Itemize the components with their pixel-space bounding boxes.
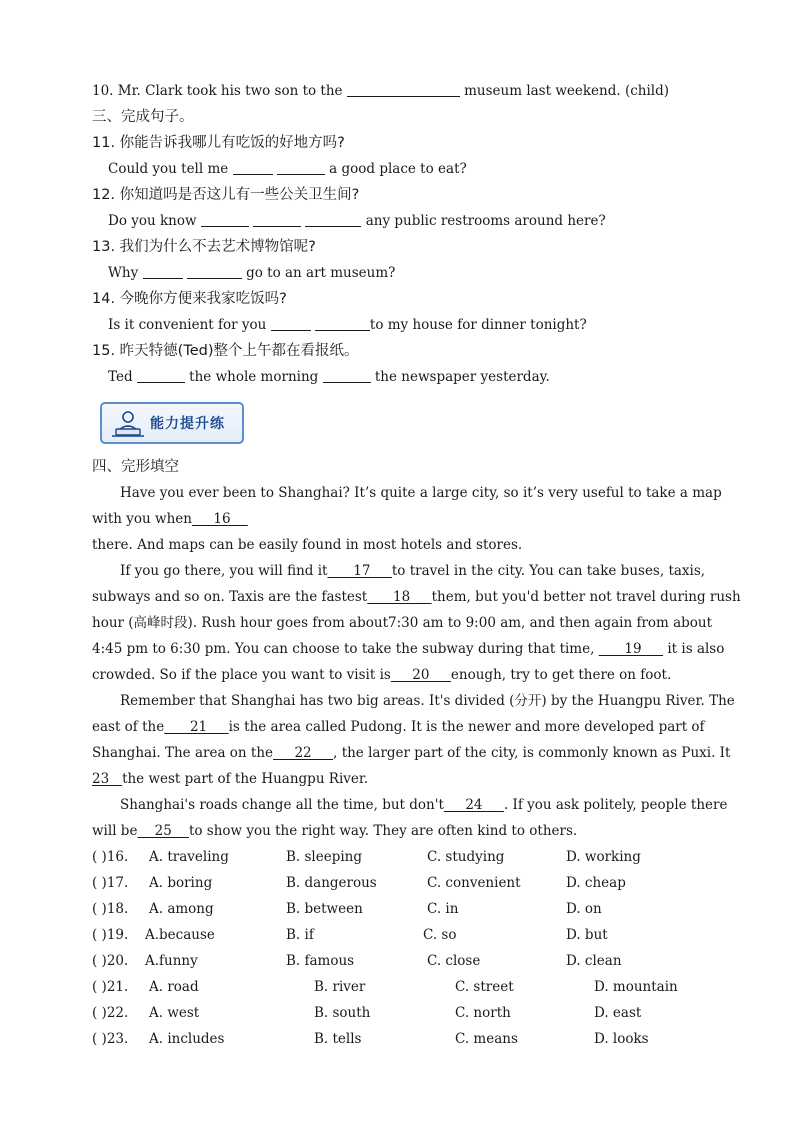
option-b[interactable]: B. south [314, 1005, 371, 1021]
q10-text-post: museum last weekend. (child) [459, 83, 670, 99]
item-12-cn: 12. 你知道吗是否这儿有一些公关卫生间? [92, 187, 360, 203]
section-4-heading: 四、完形填空 [92, 459, 179, 475]
cloze-blank-16[interactable]: 16 [191, 511, 248, 527]
passage-line: there. And maps can be easily found in most hotels and stores. [92, 537, 523, 553]
option-d[interactable]: D. east [594, 1005, 642, 1021]
item-15-blank-1[interactable] [137, 367, 185, 383]
answer-slot[interactable]: ( )18. [92, 901, 129, 917]
option-b[interactable]: B. river [314, 979, 366, 995]
option-b[interactable]: B. dangerous [286, 875, 377, 891]
answer-slot[interactable]: ( )22. [92, 1005, 129, 1021]
option-a[interactable]: A. includes [149, 1031, 225, 1047]
item-15-en [92, 364, 704, 390]
option-a[interactable]: A.because [145, 927, 215, 943]
item-15-en-mid: the whole morning [184, 369, 323, 385]
option-d[interactable]: D. cheap [566, 875, 626, 891]
item-12-en-pre: Do you know [108, 213, 201, 229]
option-c[interactable]: C. convenient [427, 875, 521, 891]
item-15-en-pre: Ted [108, 369, 137, 385]
option-row-17 [92, 870, 704, 896]
passage-text: crowded. So if the place you want to visit is [92, 667, 391, 683]
passage-line [92, 506, 704, 532]
passage-text: If you go there, you will find it [120, 563, 328, 579]
option-c[interactable]: C. studying [427, 849, 505, 865]
passage-line [92, 766, 704, 792]
passage-text: Shanghai's roads change all the time, but don't [120, 797, 444, 813]
cloze-blank-25[interactable]: 25 [137, 823, 189, 839]
option-d[interactable]: D. working [566, 849, 641, 865]
item-13-blank-1[interactable] [143, 263, 183, 279]
item-13-en-post: go to an art museum? [241, 265, 396, 281]
passage-text: 4:45 pm to 6:30 pm. You can choose to take the subway during that time, [92, 641, 599, 657]
cloze-blank-23[interactable]: 23 [92, 771, 123, 787]
option-d[interactable]: D. but [566, 927, 608, 943]
banner-frame [100, 402, 244, 444]
passage-line [92, 792, 728, 818]
item-13-blank-2[interactable] [187, 263, 242, 279]
question-10 [92, 78, 704, 104]
worksheet-page [92, 78, 741, 1052]
item-12-en-post: any public restrooms around here? [361, 213, 606, 229]
option-a[interactable]: A. west [149, 1005, 200, 1021]
item-15-cn: 15. 昨天特德(Ted)整个上午都在看报纸。 [92, 343, 359, 359]
option-a[interactable]: A. traveling [149, 849, 229, 865]
passage-line: Remember that Shanghai has two big areas. It's divided (分开) by the Huangpu River. The [120, 693, 735, 709]
answer-slot[interactable]: ( )20. [92, 953, 129, 969]
banner-label: 能力提升练 [150, 416, 225, 432]
passage-text: to show you the right way. They are often kind to others. [188, 823, 578, 839]
option-row-18 [92, 896, 704, 922]
item-11-en-post: a good place to eat? [324, 161, 467, 177]
item-14-en-pre: Is it convenient for you [108, 317, 271, 333]
option-c[interactable]: C. in [427, 901, 459, 917]
passage-text: enough, try to get there on foot. [450, 667, 672, 683]
option-c[interactable]: C. close [427, 953, 481, 969]
passage-text: east of the [92, 719, 165, 735]
passage-text: will be [92, 823, 138, 839]
passage-text: to travel in the city. You can take buses, taxis, [391, 563, 706, 579]
passage-line [92, 584, 741, 610]
item-11-en-pre: Could you tell me [108, 161, 233, 177]
ability-banner [94, 394, 704, 450]
cloze-blank-18[interactable]: 18 [367, 589, 432, 605]
passage-line [92, 636, 725, 662]
item-11-cn: 11. 你能告诉我哪儿有吃饭的好地方吗? [92, 135, 345, 151]
item-15-blank-2[interactable] [323, 367, 371, 383]
passage-text: the west part of the Huangpu River. [122, 771, 369, 787]
option-row-23 [92, 1026, 704, 1052]
cloze-passage [92, 480, 741, 844]
passage-line [92, 714, 704, 740]
option-d[interactable]: D. clean [566, 953, 622, 969]
item-11-blank-2[interactable] [277, 159, 325, 175]
passage-text: is the area called Pudong. It is the newer and more developed part of [228, 719, 705, 735]
item-11-en [92, 156, 704, 182]
cloze-blank-22[interactable]: 22 [273, 745, 334, 761]
option-row-22 [92, 1000, 704, 1026]
person-laptop-icon [110, 410, 146, 438]
option-b[interactable]: B. if [286, 927, 314, 943]
option-row-16 [92, 844, 704, 870]
option-b[interactable]: B. sleeping [286, 849, 363, 865]
option-b[interactable]: B. between [286, 901, 363, 917]
cloze-blank-21[interactable]: 21 [164, 719, 229, 735]
option-d[interactable]: D. looks [594, 1031, 649, 1047]
option-c[interactable]: C. means [455, 1031, 518, 1047]
item-13-en-pre: Why [108, 265, 143, 281]
answer-slot[interactable]: ( )17. [92, 875, 129, 891]
passage-text: Shanghai. The area on the [92, 745, 274, 761]
passage-line [92, 662, 704, 688]
item-14-blank-1[interactable] [271, 315, 311, 331]
passage-line: hour (高峰时段). Rush hour goes from about7:30 am to 9:00 am, and then again from about [92, 615, 713, 631]
item-13-cn: 13. 我们为什么不去艺术博物馆呢? [92, 239, 316, 255]
option-row-20 [92, 948, 704, 974]
cloze-blank-19[interactable]: 19 [598, 641, 664, 657]
option-b[interactable]: B. tells [314, 1031, 362, 1047]
item-14-cn: 14. 今晚你方便来我家吃饭吗? [92, 291, 287, 307]
section-3-heading: 三、完成句子。 [92, 109, 194, 125]
cloze-blank-20[interactable]: 20 [390, 667, 451, 683]
item-14-blank-2[interactable] [315, 315, 370, 331]
option-a[interactable]: A. boring [149, 875, 213, 891]
passage-text: subways and so on. Taxis are the fastest [92, 589, 368, 605]
option-a[interactable]: A.funny [145, 953, 198, 969]
passage-text: . If you ask politely, people there [503, 797, 728, 813]
item-15-en-post: the newspaper yesterday. [370, 369, 550, 385]
option-b[interactable]: B. famous [286, 953, 355, 969]
option-c[interactable]: C. north [455, 1005, 511, 1021]
passage-text: it is also [663, 641, 725, 657]
answer-slot[interactable]: ( )16. [92, 849, 129, 865]
options-list [92, 844, 704, 1052]
answer-slot[interactable]: ( )19. [92, 927, 129, 943]
passage-line: Have you ever been to Shanghai? It’s quite a large city, so it’s very useful to take a map [120, 485, 722, 501]
option-d[interactable]: D. mountain [594, 979, 678, 995]
cloze-blank-24[interactable]: 24 [443, 797, 504, 813]
item-12-en [92, 208, 704, 234]
option-d[interactable]: D. on [566, 901, 602, 917]
option-c[interactable]: C. so [423, 927, 457, 943]
option-a[interactable]: A. road [149, 979, 199, 995]
item-13-en [92, 260, 704, 286]
option-row-19 [92, 922, 704, 948]
passage-line [92, 818, 704, 844]
answer-slot[interactable]: ( )21. [92, 979, 129, 995]
passage-line [92, 740, 731, 766]
passage-line [92, 558, 704, 584]
option-row-21 [92, 974, 704, 1000]
item-14-en [92, 312, 704, 338]
passage-text: , the larger part of the city, is commonly known as Puxi. It [333, 745, 731, 761]
cloze-blank-17[interactable]: 17 [327, 563, 392, 579]
item-14-en-post: to my house for dinner tonight? [369, 317, 587, 333]
q10-text-pre: 10. Mr. Clark took his two son to the [92, 83, 347, 99]
option-a[interactable]: A. among [149, 901, 214, 917]
q10-blank[interactable] [347, 81, 460, 97]
item-12-blank-2[interactable] [253, 211, 301, 227]
item-12-blank-1[interactable] [201, 211, 249, 227]
passage-text: with you when [92, 511, 192, 527]
option-c[interactable]: C. street [455, 979, 514, 995]
item-12-blank-3[interactable] [305, 211, 361, 227]
item-11-blank-1[interactable] [233, 159, 273, 175]
passage-text: them, but you'd better not travel during rush [431, 589, 741, 605]
answer-slot[interactable]: ( )23. [92, 1031, 129, 1047]
